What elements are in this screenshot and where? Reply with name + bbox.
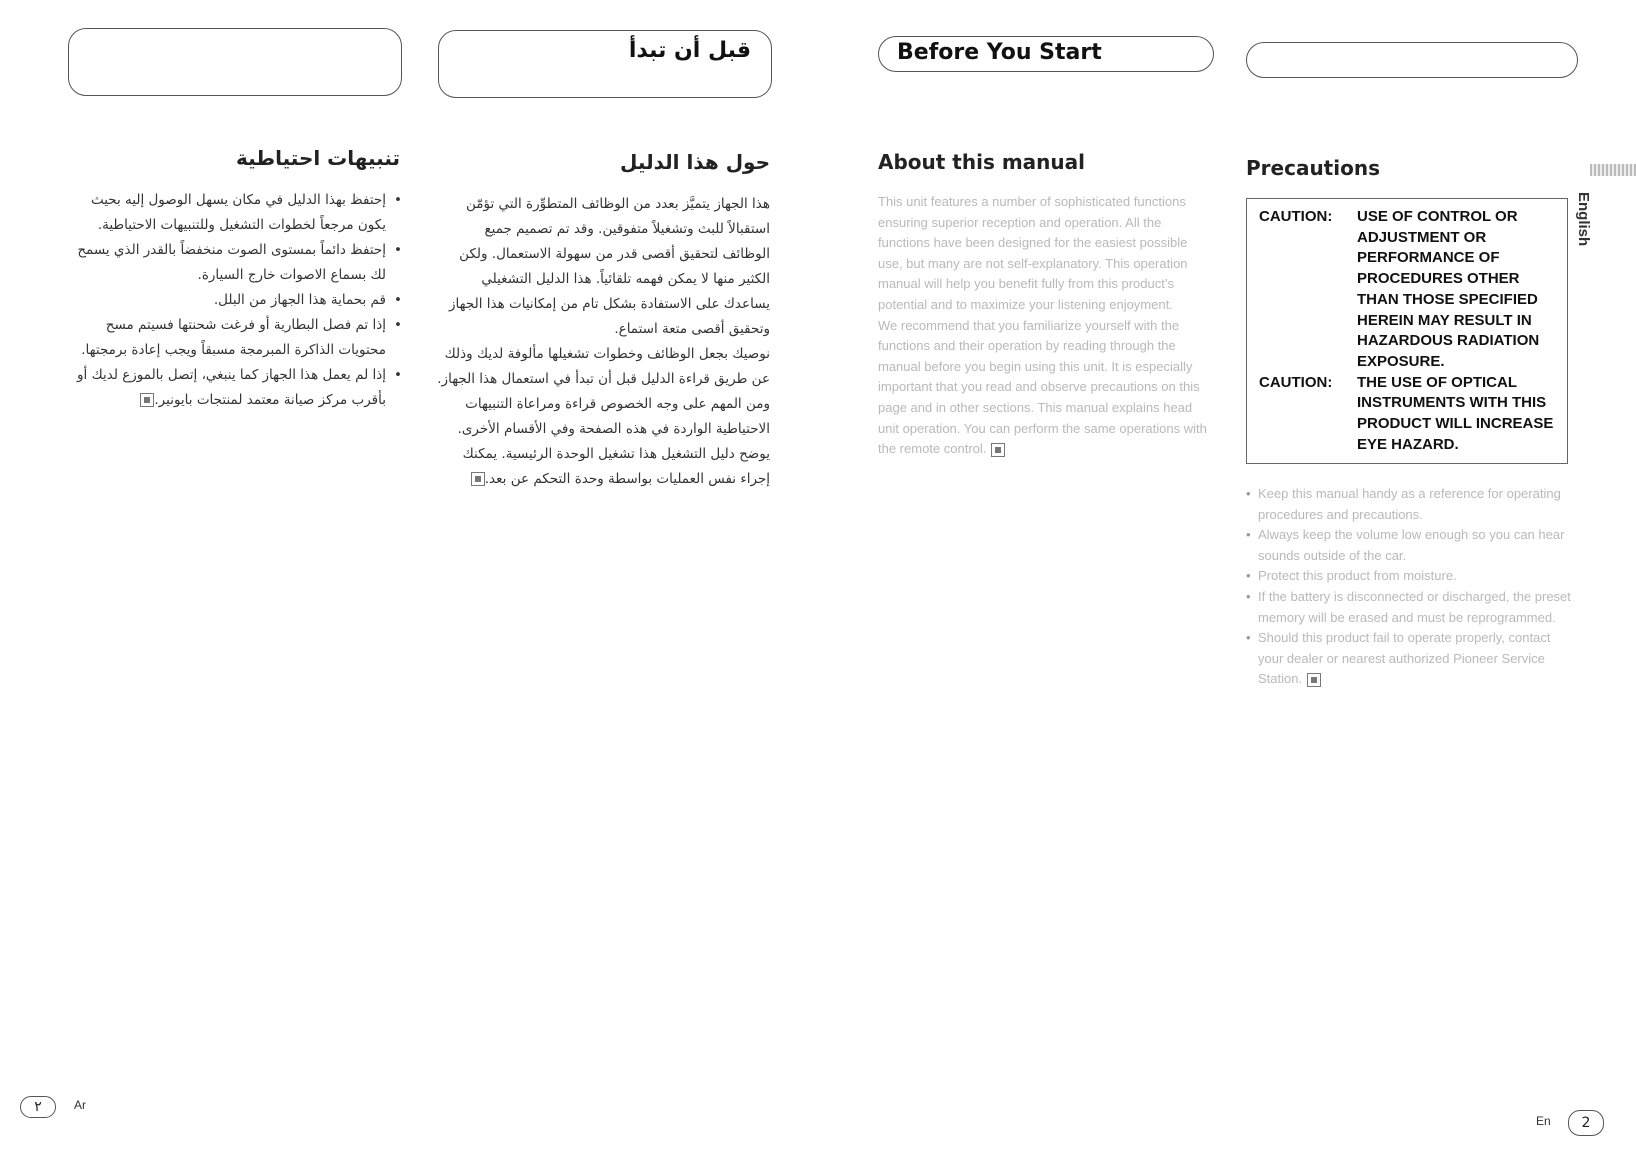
language-tab: English	[1575, 192, 1592, 247]
caution-row	[1259, 373, 1555, 456]
precaution-item: • Always keep the volume low enough so you can hear sounds outside of the car.	[1258, 525, 1574, 566]
ar-precaution-item: • إذا لم يعمل هذا الجهاز كما ينبغي، إتصل بالموزع لديك أو بأقرب مركز صيانة معتمد لمنتجات بايونير.	[64, 363, 386, 413]
ar-precautions-list	[64, 188, 402, 413]
language-tab-marker	[1590, 164, 1636, 176]
about-body	[878, 192, 1212, 460]
ar-precaution-item: • إذا تم فصل البطارية أو فرغت شحنتها فسيتم مسح محتويات الذاكرة المبرمجة مسبقاً ويجب إعادة برمجتها.	[64, 313, 386, 363]
precaution-item: • If the battery is disconnected or discharged, the preset memory will be erased and must be reprogrammed.	[1258, 587, 1574, 628]
header-box-blank-right	[1246, 42, 1578, 78]
header-box-blank-left	[68, 28, 402, 96]
about-heading: About this manual	[878, 150, 1085, 174]
caution-box	[1246, 198, 1568, 464]
language-code-right: En	[1536, 1114, 1551, 1128]
end-mark-icon	[1307, 673, 1321, 687]
precautions-list	[1246, 484, 1574, 690]
ar-about-paragraph: نوصيك بجعل الوظائف وخطوات تشغيلها مألوفة لديك وذلك عن طريق قراءة الدليل قبل أن تبدأ في استعمال هذا الجهاز. ومن المهم على وجه الخصوص قراءة ومراعاة التنبيهات الاحتياطية الواردة في هذه الصفحة وفي الأقسام الأخرى. يوضح دليل التشغيل هذا تشغيل الوحدة الرئيسية. يمكنك إجراء نفس العمليات بواسطة وحدة التحكم عن بعد.	[437, 346, 770, 487]
caution-text: USE OF CONTROL OR ADJUSTMENT OR PERFORMANCE OF PROCEDURES OTHER THAN THOSE SPECIFIED HEREIN MAY RESULT IN HAZARDOUS RADIATION EXPOSURE.	[1357, 208, 1540, 370]
end-mark-icon	[991, 443, 1005, 457]
caution-label: CAUTION:	[1259, 208, 1333, 225]
ar-section-title: قبل أن تبدأ	[628, 38, 751, 63]
caution-text: THE USE OF OPTICAL INSTRUMENTS WITH THIS PRODUCT WILL INCREASE EYE HAZARD.	[1357, 373, 1554, 453]
caution-label: CAUTION:	[1259, 373, 1333, 391]
precautions-heading: Precautions	[1246, 156, 1380, 180]
language-code-left: Ar	[74, 1098, 86, 1112]
ar-about-heading: حول هذا الدليل	[620, 150, 770, 174]
end-mark-icon	[471, 472, 485, 486]
ar-precautions-heading: تنبيهات احتياطية	[235, 146, 400, 170]
en-section-title: Before You Start	[897, 40, 1102, 65]
ar-precaution-item: • إحتفظ بهذا الدليل في مكان يسهل الوصول إليه بحيث يكون مرجعاً لخطوات التشغيل وللتنبيهات الاحتياطية.	[64, 188, 386, 238]
ar-about-body	[436, 192, 770, 492]
header-box-en	[878, 36, 1214, 72]
end-mark-icon	[140, 393, 154, 407]
about-paragraph: This unit features a number of sophisticated functions ensuring superior reception and operation. All the functions have been designed for the easiest possible use, but many are not self-explanatory. This operation manual will help you benefit fully from this product’s potential and to maximize your listening enjoyment.	[878, 194, 1188, 312]
precaution-item: • Should this product fail to operate properly, contact your dealer or nearest authorized Pioneer Service Station.	[1258, 628, 1574, 690]
ar-precaution-item: • إحتفظ دائماً بمستوى الصوت منخفضاً بالقدر الذي يسمح لك بسماع الاصوات خارج السيارة.	[64, 238, 386, 288]
page-number-right: 2	[1568, 1110, 1604, 1136]
caution-row	[1259, 207, 1555, 373]
precaution-item: • Keep this manual handy as a reference for operating procedures and precautions.	[1258, 484, 1574, 525]
header-box-ar	[438, 30, 772, 98]
page-number-left: ٢	[20, 1096, 56, 1118]
about-paragraph: We recommend that you familiarize yourself with the functions and their operation by reading through the manual before you begin using this unit. It is especially important that you read and observe precautions on this page and in other sections. This manual explains head unit operation. You can perform the same operations with the remote control.	[878, 317, 1207, 457]
precaution-item: • Protect this product from moisture.	[1258, 566, 1574, 587]
ar-about-paragraph: هذا الجهاز يتميَّز بعدد من الوظائف المتطوِّرة التي تؤمّن استقبالاً للبث وتشغيلاً متفوقين. وقد تم تصميم جميع الوظائف لتحقيق أقصى قدر من سهولة الاستعمال. ولكن الكثير منها لا يمكن فهمه تلقائياً. هذا الدليل التشغيلي يساعدك على الاستفادة بشكل تام من إمكانيات هذا الجهاز وتحقيق أقصى متعة استماع.	[449, 196, 770, 337]
ar-precaution-item: • قم بحماية هذا الجهاز من البلل.	[64, 288, 386, 313]
